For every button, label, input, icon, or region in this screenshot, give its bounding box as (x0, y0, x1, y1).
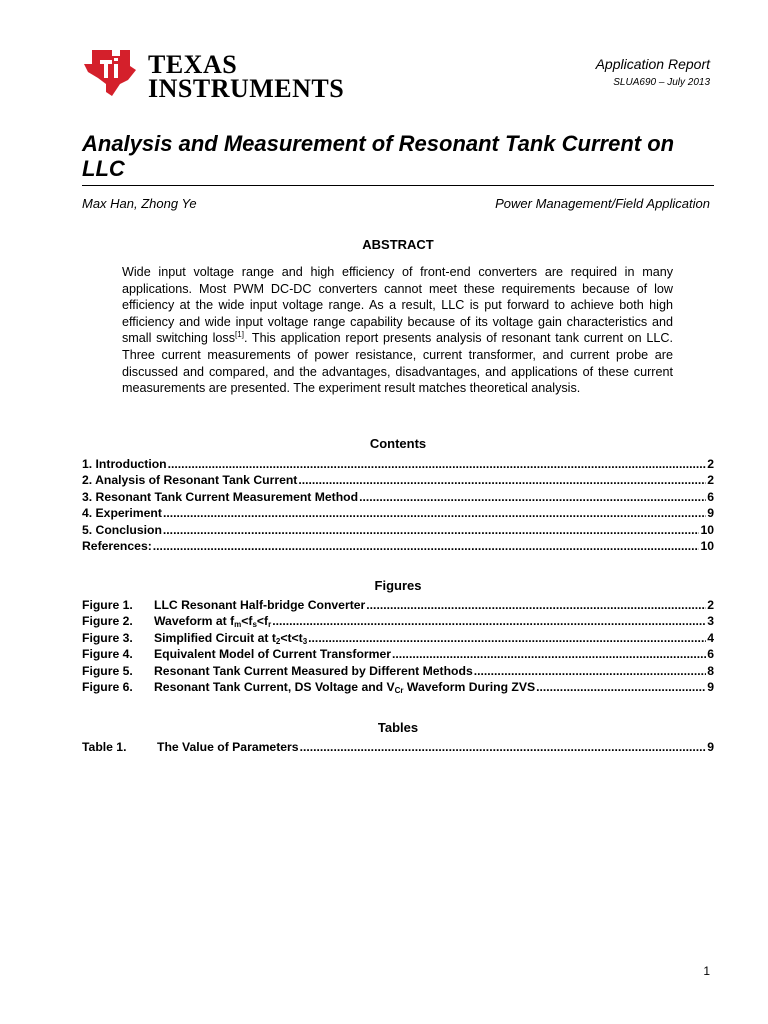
figure-page: 4 (707, 630, 714, 645)
toc-label: 1. Introduction (82, 457, 167, 471)
figure-entry[interactable] (82, 664, 714, 680)
figure-entry[interactable] (82, 598, 714, 614)
figure-entry[interactable] (82, 614, 714, 630)
figure-number: Figure 2. (82, 614, 133, 629)
toc-page: 2 (707, 457, 714, 471)
toc-entry[interactable] (82, 523, 714, 539)
title-divider (82, 185, 714, 186)
table-page: 9 (707, 740, 714, 754)
figure-title: Resonant Tank Current Measured by Different Methods (154, 663, 473, 678)
table-title: The Value of Parameters (157, 740, 299, 754)
logo-line1: TEXAS (148, 50, 238, 79)
toc-page: 6 (707, 489, 714, 504)
contents-list (82, 457, 714, 555)
toc-page: 10 (700, 538, 714, 553)
tables-list (82, 740, 714, 756)
ti-state-logo-icon (82, 44, 138, 100)
report-id: SLUA690 – July 2013 (613, 77, 710, 88)
page-number: 1 (703, 964, 710, 978)
toc-page: 10 (700, 522, 714, 537)
authors: Max Han, Zhong Ye (82, 196, 197, 211)
toc-label: 2. Analysis of Resonant Tank Current (82, 473, 298, 488)
logo-line2: INSTRUMENTS (148, 74, 345, 103)
figure-page: 8 (707, 663, 714, 678)
abstract-body (122, 264, 673, 397)
abstract-reference[interactable]: [1] (235, 330, 244, 340)
figure-entry[interactable] (82, 631, 714, 647)
abstract-text-2: . This application report presents analysis of resonant tank current on LLC. Three current measurements of power resistance, current transformer, and current probe are discussed and compared, and the advantages, disadvantages, and applications of these current measurements are presented. The experiment result matches theoretical analysis. (122, 331, 673, 396)
table-number: Table 1. (82, 740, 127, 754)
figure-title: Waveform at $f_m<f_s<f_r$ (154, 614, 272, 630)
toc-label: 4. Experiment (82, 506, 162, 521)
department: Power Management/Field Application (495, 196, 710, 211)
figure-number: Figure 3. (82, 630, 133, 645)
toc-entry[interactable] (82, 473, 714, 489)
figure-page: 9 (707, 679, 714, 694)
toc-entry[interactable] (82, 506, 714, 522)
figures-list (82, 598, 714, 696)
report-type: Application Report (595, 56, 710, 72)
figures-heading: Figures (374, 578, 422, 593)
toc-entry[interactable] (82, 490, 714, 506)
toc-entry[interactable] (82, 457, 714, 473)
toc-page: 2 (707, 473, 714, 488)
toc-label: 3. Resonant Tank Current Measurement Method (82, 489, 359, 504)
toc-entry[interactable] (82, 539, 714, 555)
figure-page: 2 (707, 598, 714, 612)
tables-heading: Tables (377, 720, 419, 735)
figure-page: 6 (707, 647, 714, 662)
contents-heading: Contents (369, 436, 427, 451)
figure-title: Resonant Tank Current, DS Voltage and $V_{Cr}$ Waveform During ZVS (154, 679, 536, 695)
figure-page: 3 (707, 614, 714, 629)
figure-number: Figure 5. (82, 663, 133, 678)
toc-page: 9 (707, 506, 714, 521)
figure-number: Figure 6. (82, 679, 133, 694)
figure-title: Simplified Circuit at $t_2<t<t_3$ (154, 630, 308, 646)
abstract-heading: ABSTRACT (362, 237, 434, 252)
figure-number: Figure 4. (82, 647, 133, 662)
table-entry[interactable] (82, 740, 714, 756)
toc-label: 5. Conclusion (82, 522, 162, 537)
toc-label: References: (82, 538, 152, 553)
figure-number: Figure 1. (82, 598, 133, 612)
figure-entry[interactable] (82, 680, 714, 696)
figure-title: LLC Resonant Half-bridge Converter (154, 598, 366, 612)
ti-logo (82, 44, 345, 106)
ti-wordmark (148, 52, 344, 102)
document-title: Analysis and Measurement of Resonant Tank Current on LLC (82, 131, 675, 181)
figure-entry[interactable] (82, 647, 714, 663)
figure-title: Equivalent Model of Current Transformer (154, 647, 392, 662)
abstract-text-1: Wide input voltage range and high efficiency of front-end converters are required in many applications. Most PWM DC-DC converters cannot meet these requirements because of low efficiency at the wide input voltage range. As a result, LLC is put forward to achieve both high efficiency and wide input voltage range capability because of its voltage gain characteristics and small switching loss (122, 265, 673, 346)
